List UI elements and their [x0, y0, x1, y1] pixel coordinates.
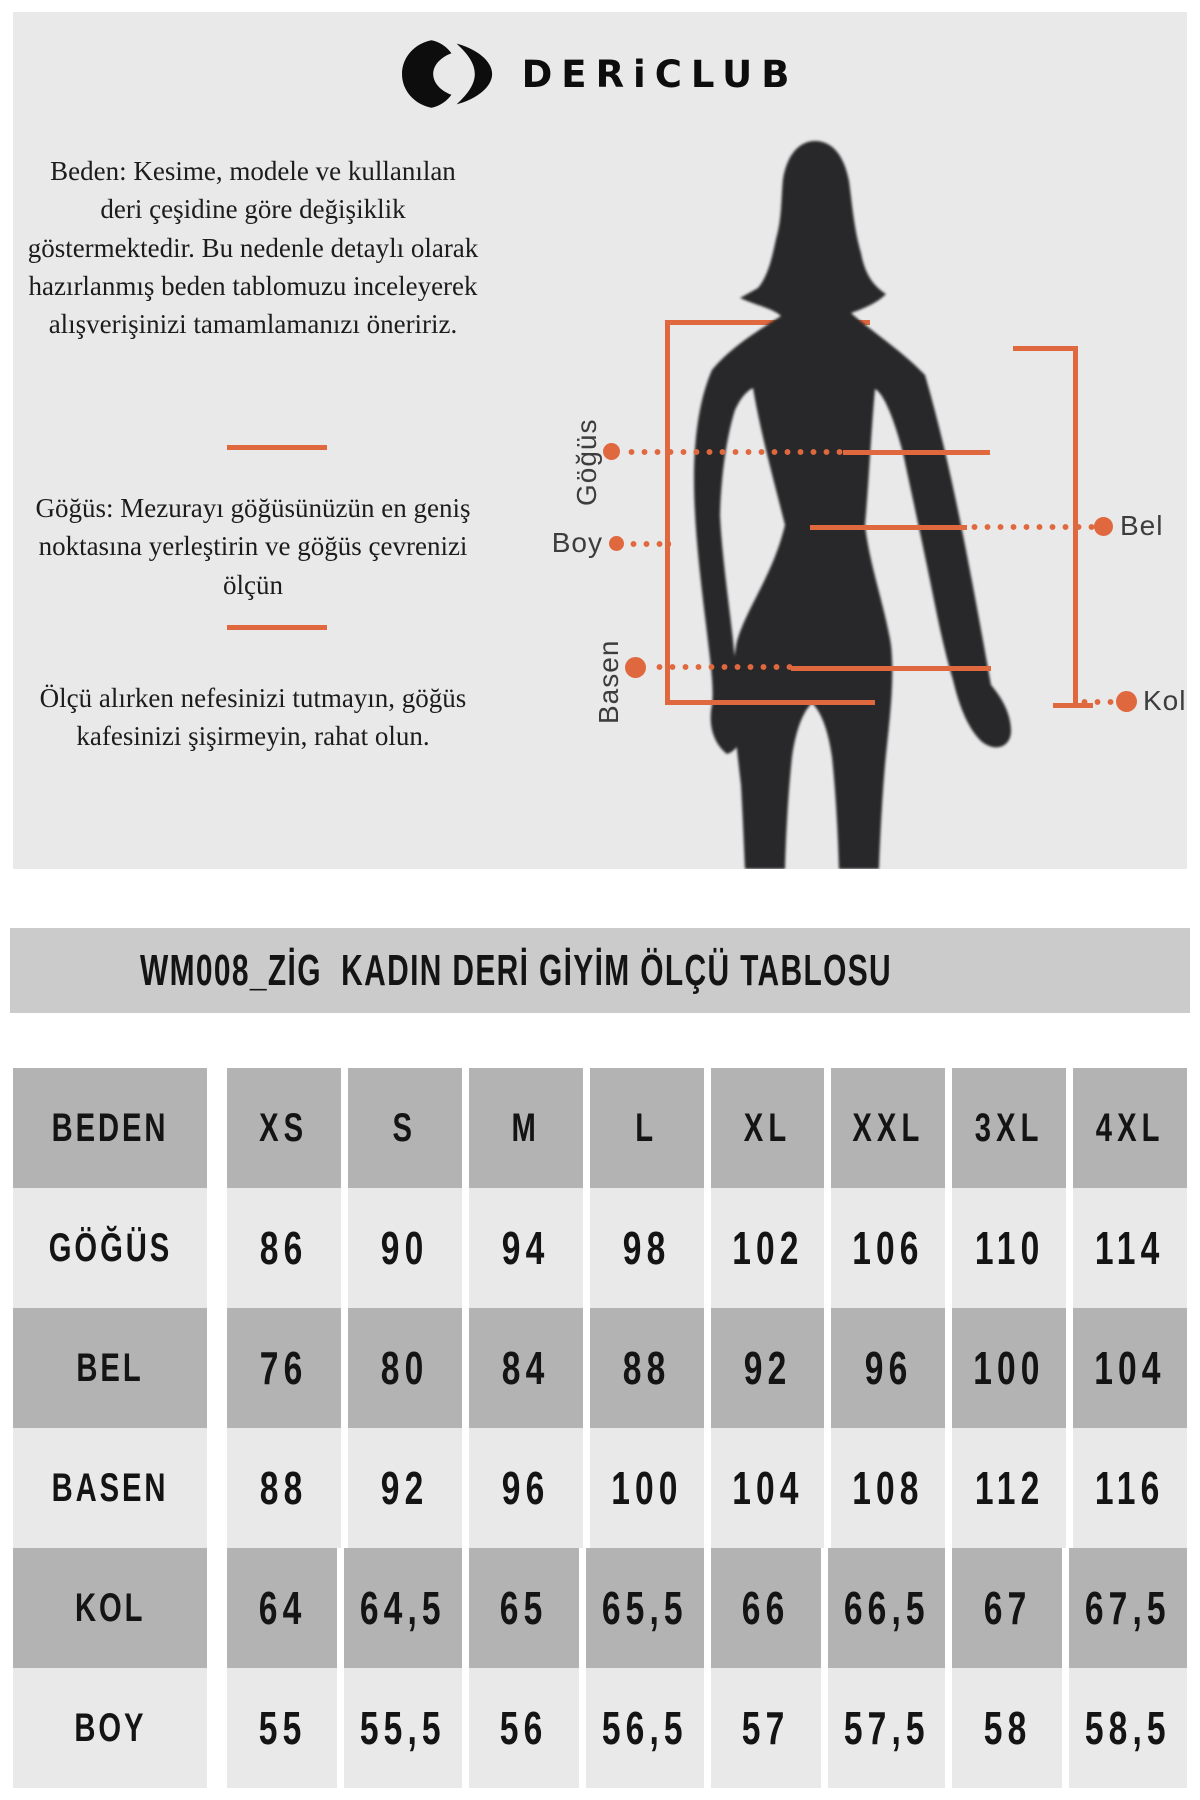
brand-logo-icon: [402, 40, 506, 108]
gogus-dot: [603, 443, 620, 460]
value-basen-0-text: 88: [260, 1462, 308, 1514]
value-boy-5: [828, 1668, 946, 1788]
bel-dotted-line: [968, 523, 1101, 531]
row-label-boy: [13, 1668, 207, 1788]
value-boy-0: [227, 1668, 337, 1788]
gogus-measure-line: [843, 450, 990, 455]
boy-dot: [609, 536, 624, 551]
row-label-kol: [13, 1548, 207, 1668]
value-gogus-1: [348, 1188, 462, 1308]
value-bel-4: [711, 1308, 825, 1428]
size-header-3xl-text: 3XL: [974, 1105, 1044, 1150]
value-basen-4: [711, 1428, 825, 1548]
value-boy-7-text: 58,5: [1085, 1702, 1172, 1754]
value-gogus-1-text: 90: [381, 1222, 429, 1274]
row-label-gogus-text: GÖĞÜS: [48, 1225, 172, 1270]
table-title: WM008_ZİG KADIN DERİ GİYİM ÖLÇÜ TABLOSU: [140, 945, 893, 995]
size-header-s: [348, 1068, 462, 1188]
value-kol-6: [952, 1548, 1062, 1668]
boy-dotted-line: [627, 540, 671, 548]
value-bel-5-text: 96: [864, 1342, 913, 1394]
value-basen-2-text: 96: [501, 1462, 550, 1514]
brand-name: DERiCLUB: [521, 52, 799, 96]
size-header-xs: [227, 1068, 341, 1188]
value-kol-0-text: 64: [258, 1582, 306, 1634]
info-paragraph-olcu: Ölçü alırken nefesinizi tutmayın, göğüs kafesinizi şişirmeyin, rahat olun.: [39, 683, 467, 752]
info-paragraph-gogus: Göğüs: Mezurayı göğüsünüzün en geniş noktasına yerleştirin ve göğüs çevrenizi ölçün: [35, 493, 471, 600]
value-kol-2-text: 65: [500, 1582, 548, 1634]
value-kol-5: [828, 1548, 946, 1668]
value-bel-4-text: 92: [743, 1342, 792, 1394]
value-kol-6-text: 67: [983, 1582, 1032, 1634]
size-table-row-bel: [13, 1308, 1187, 1428]
value-gogus-2: [469, 1188, 583, 1308]
value-boy-6-text: 58: [983, 1702, 1032, 1754]
size-table-row-gogus: [13, 1188, 1187, 1308]
value-kol-5-text: 66,5: [843, 1582, 930, 1634]
table-corner-label: [13, 1068, 207, 1188]
table-title-bar: [10, 928, 1190, 1013]
value-boy-3: [586, 1668, 704, 1788]
value-basen-5-text: 108: [852, 1462, 924, 1514]
value-bel-3-text: 88: [622, 1342, 671, 1394]
value-bel-1: [348, 1308, 462, 1428]
value-bel-0-text: 76: [260, 1342, 308, 1394]
value-basen-6: [952, 1428, 1066, 1548]
row-label-basen: [13, 1428, 207, 1548]
value-basen-7: [1073, 1428, 1187, 1548]
brand-logo: [13, 40, 1187, 108]
value-gogus-4: [711, 1188, 825, 1308]
figure-label-kol: Kol: [1143, 685, 1187, 716]
size-header-l-text: L: [635, 1105, 659, 1150]
divider-line: [227, 445, 327, 450]
basen-measure-line: [791, 666, 991, 671]
value-kol-3: [586, 1548, 704, 1668]
size-header-xl: [711, 1068, 825, 1188]
size-table-row-kol: [13, 1548, 1187, 1668]
size-table: [13, 1068, 1187, 1788]
value-boy-0-text: 55: [258, 1702, 306, 1754]
value-basen-3-text: 100: [610, 1462, 683, 1514]
size-header-xl-text: XL: [743, 1105, 792, 1150]
row-label-kol-text: KOL: [74, 1585, 146, 1630]
value-gogus-0-text: 86: [260, 1222, 308, 1274]
size-table-row-boy: [13, 1668, 1187, 1788]
row-label-bel: [13, 1308, 207, 1428]
value-kol-2: [469, 1548, 579, 1668]
figure-label-gogus: Göğüs: [571, 418, 602, 507]
value-boy-1: [344, 1668, 462, 1788]
row-label-bel-text: BEL: [76, 1345, 144, 1390]
value-gogus-4-text: 102: [731, 1222, 804, 1274]
value-boy-5-text: 57,5: [843, 1702, 930, 1754]
value-kol-4: [711, 1548, 821, 1668]
value-bel-0: [227, 1308, 341, 1428]
value-basen-4-text: 104: [731, 1462, 804, 1514]
gogus-dotted-line: [625, 448, 843, 456]
bel-dot: [1094, 517, 1113, 536]
value-bel-3: [590, 1308, 704, 1428]
value-gogus-0: [227, 1188, 341, 1308]
size-header-xs-text: XS: [259, 1105, 309, 1150]
value-boy-3-text: 56,5: [601, 1702, 688, 1754]
value-kol-4-text: 66: [741, 1582, 790, 1634]
body-silhouette: [655, 135, 1075, 869]
row-label-basen-text: BASEN: [51, 1465, 169, 1510]
size-header-l: [590, 1068, 704, 1188]
value-basen-1-text: 92: [381, 1462, 429, 1514]
kol-dotted-line: [1078, 698, 1118, 706]
basen-dot: [625, 657, 646, 678]
value-boy-1-text: 55,5: [360, 1702, 446, 1754]
row-label-boy-text: BOY: [73, 1705, 147, 1750]
row-label-gogus: [13, 1188, 207, 1308]
table-corner-label-text: BEDEN: [51, 1105, 169, 1150]
value-basen-7-text: 116: [1095, 1462, 1165, 1514]
value-kol-0: [227, 1548, 337, 1668]
size-header-m: [469, 1068, 583, 1188]
value-bel-7-text: 104: [1094, 1342, 1166, 1394]
value-kol-7: [1069, 1548, 1187, 1668]
value-gogus-5-text: 106: [852, 1222, 924, 1274]
value-kol-7-text: 67,5: [1085, 1582, 1172, 1634]
value-bel-2: [469, 1308, 583, 1428]
bel-measure-line: [810, 525, 967, 530]
divider-line: [227, 625, 327, 630]
value-boy-7: [1069, 1668, 1187, 1788]
value-bel-2-text: 84: [501, 1342, 550, 1394]
value-bel-6-text: 100: [973, 1342, 1045, 1394]
value-kol-1-text: 64,5: [360, 1582, 446, 1634]
figure-label-basen: Basen: [593, 639, 624, 725]
value-basen-1: [348, 1428, 462, 1548]
value-basen-3: [590, 1428, 704, 1548]
size-header-4xl-text: 4XL: [1095, 1105, 1165, 1150]
figure-label-boy: Boy: [551, 527, 603, 558]
size-table-row-basen: [13, 1428, 1187, 1548]
value-basen-0: [227, 1428, 341, 1548]
value-gogus-2-text: 94: [501, 1222, 550, 1274]
value-bel-1-text: 80: [381, 1342, 429, 1394]
value-gogus-3: [590, 1188, 704, 1308]
size-header-s-text: S: [392, 1105, 418, 1150]
value-gogus-7-text: 114: [1095, 1222, 1165, 1274]
value-boy-4-text: 57: [741, 1702, 790, 1754]
value-boy-2-text: 56: [500, 1702, 548, 1754]
value-gogus-6: [952, 1188, 1066, 1308]
value-gogus-6-text: 110: [974, 1222, 1044, 1274]
value-boy-4: [711, 1668, 821, 1788]
value-basen-6-text: 112: [974, 1462, 1044, 1514]
value-kol-1: [344, 1548, 462, 1668]
info-paragraph-beden: Beden: Kesime, modele ve kullanılan deri çeşidine göre değişiklik göstermektedir. Bu nedenle detaylı olarak hazırlanmış beden tablomuzu inceleyerek alışverişinizi tamamlamanızı öneririz.: [27, 156, 479, 340]
size-header-m-text: M: [510, 1105, 541, 1150]
size-header-3xl: [952, 1068, 1066, 1188]
size-header-xxl: [831, 1068, 945, 1188]
value-gogus-7: [1073, 1188, 1187, 1308]
value-bel-5: [831, 1308, 945, 1428]
value-gogus-3-text: 98: [622, 1222, 671, 1274]
value-boy-6: [952, 1668, 1062, 1788]
value-gogus-5: [831, 1188, 945, 1308]
frame-left-bottom-line: [665, 700, 875, 705]
value-basen-2: [469, 1428, 583, 1548]
value-kol-3-text: 65,5: [601, 1582, 688, 1634]
top-panel: [13, 12, 1187, 869]
basen-dotted-line: [653, 663, 793, 671]
figure-label-bel: Bel: [1120, 510, 1164, 541]
size-table-header-row: [13, 1068, 1187, 1188]
size-header-4xl: [1073, 1068, 1187, 1188]
kol-dot: [1116, 691, 1137, 712]
value-bel-6: [952, 1308, 1066, 1428]
size-header-xxl-text: XXL: [852, 1105, 925, 1150]
value-basen-5: [831, 1428, 945, 1548]
value-boy-2: [469, 1668, 579, 1788]
value-bel-7: [1073, 1308, 1187, 1428]
